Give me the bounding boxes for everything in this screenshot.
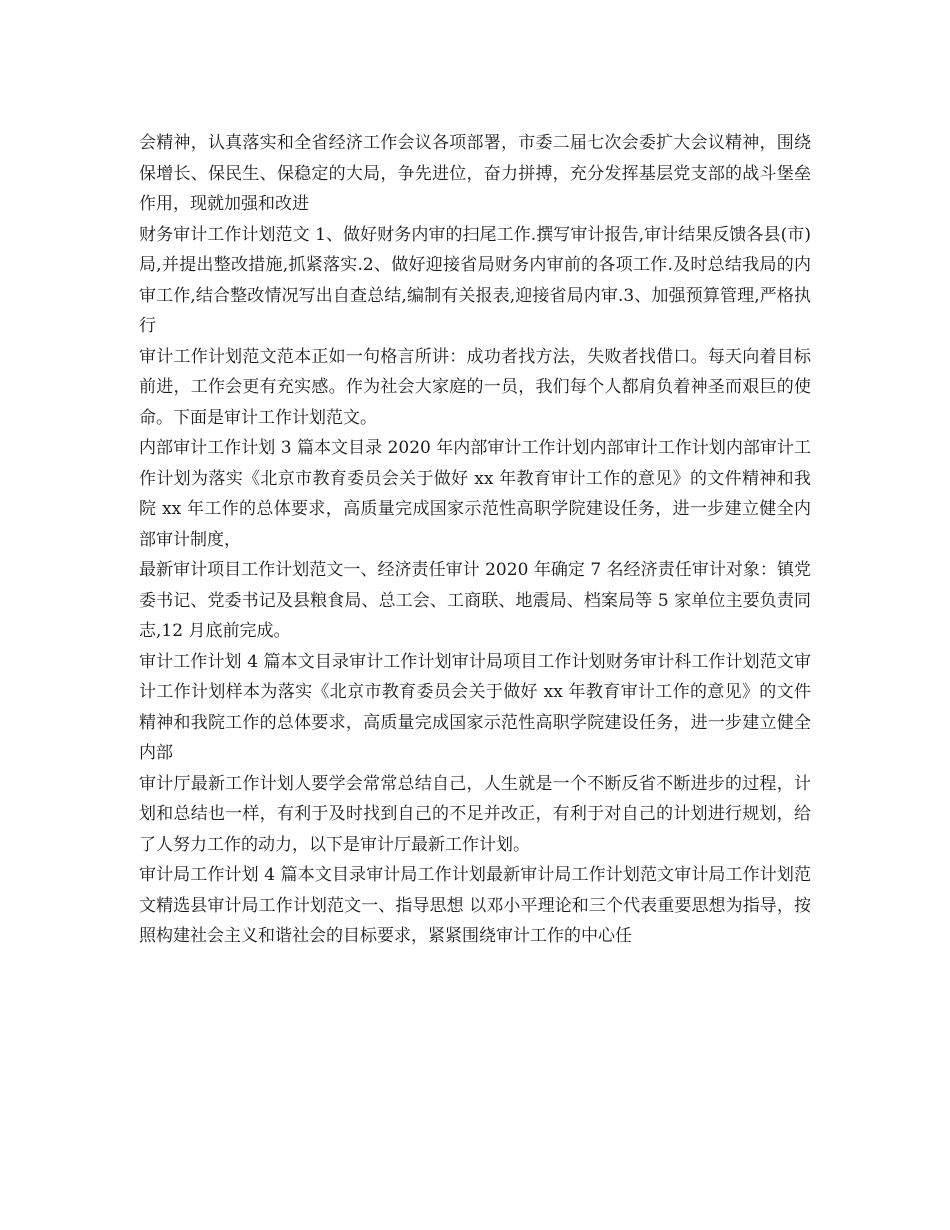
paragraph-7: 审计厅最新工作计划人要学会常常总结自己，人生就是一个不断反省不断进步的过程，计划和总结也一样，有利于及时找到自己的不足并改正，有利于对自己的计划进行规划，给了人努力工作的动力，以下是审计厅最新工作计划。 [139,773,811,855]
paragraph-6: 审计工作计划 4 篇本文目录审计工作计划审计局项目工作计划财务审计科工作计划范文审计工作计划样本为落实《北京市教育委员会关于做好 xx 年教育审计工作的意见》的文件精神和我院工作的总体要求，高质量完成国家示范性高职学院建设任务，进一步建立健全内部 [139,651,811,763]
paragraph-2: 财务审计工作计划范文 1、做好财务内审的扫尾工作.撰写审计报告,审计结果反馈各县(市)局,并提出整改措施,抓紧落实.2、做好迎接省局财务内审前的各项工作.及时总结我局的内审工作,结合整改情况写出自查总结,编制有关报表,迎接省局内审.3、加强预算管理,严格执行 [139,224,811,336]
paragraph-5: 最新审计项目工作计划范文一、经济责任审计 2020 年确定 7 名经济责任审计对象：镇党委书记、党委书记及县粮食局、总工会、工商联、地震局、档案局等 5 家单位主要负责同志,12 月底前完成。 [139,560,811,641]
paragraph-3: 审计工作计划范文范本正如一句格言所讲：成功者找方法，失败者找借口。每天向着目标前进，工作会更有充实感。作为社会大家庭的一员，我们每个人都肩负着神圣而艰巨的使命。下面是审计工作计划范文。 [139,346,811,428]
paragraph-4: 内部审计工作计划 3 篇本文目录 2020 年内部审计工作计划内部审计工作计划内部审计工作计划为落实《北京市教育委员会关于做好 xx 年教育审计工作的意见》的文件精神和我院 xx 年工作的总体要求，高质量完成国家示范性高职学院建设任务，进一步建立健全内部审计制度， [139,438,811,550]
paragraph-1: 会精神，认真落实和全省经济工作会议各项部署，市委二届七次会委扩大会议精神，围绕保增长、保民生、保稳定的大局，争先进位，奋力拼搏，充分发挥基层党支部的战斗堡垒作用，现就加强和改进 [139,133,811,214]
document-body [139,128,811,952]
paragraph-8: 审计局工作计划 4 篇本文目录审计局工作计划最新审计局工作计划范文审计局工作计划范文精选县审计局工作计划范文一、指导思想 以邓小平理论和三个代表重要思想为指导，按照构建社会主义和谐社会的目标要求，紧紧围绕审计工作的中心任 [139,865,811,946]
